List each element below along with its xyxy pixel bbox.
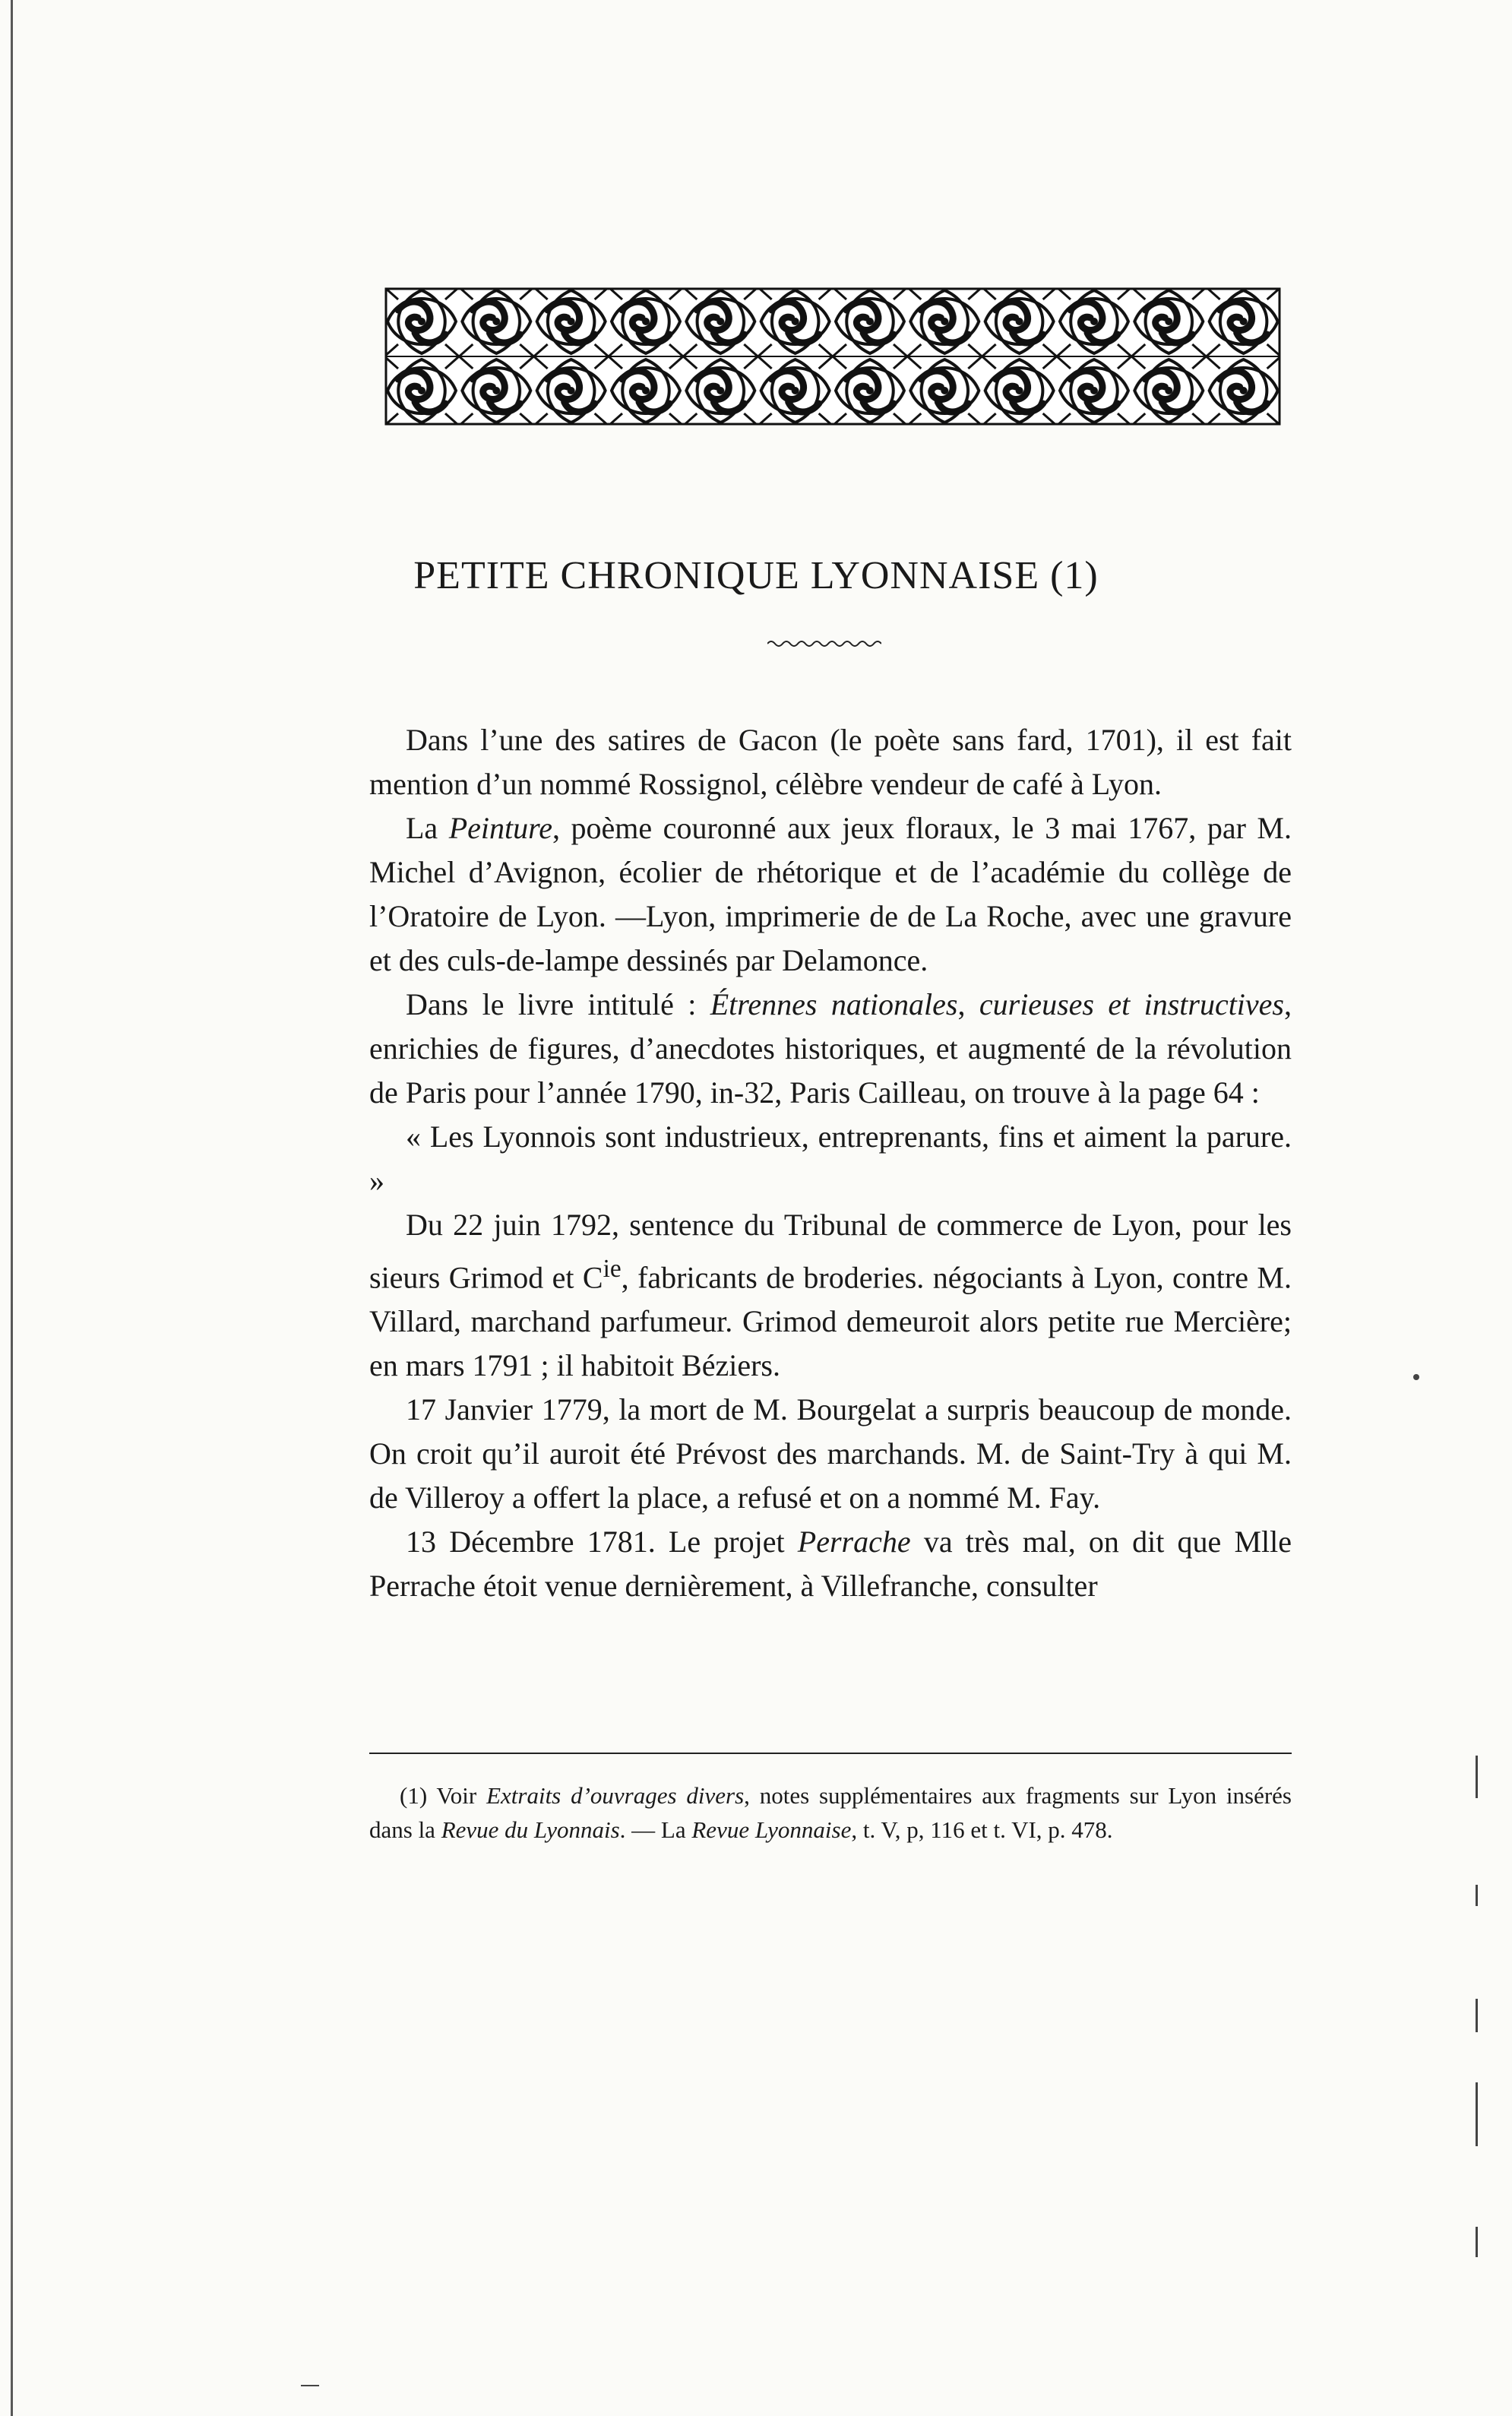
margin-mark: [1476, 2082, 1478, 2146]
margin-mark: [1413, 1374, 1419, 1380]
page-title: PETITE CHRONIQUE LYONNAISE (1): [413, 554, 1099, 597]
body-text: [369, 718, 1292, 1608]
paragraph: Dans le livre intitulé : Étrennes nationales, curieuses et instructives, enrichies de figures, d’anecdotes historiques, et augmenté de la révolution de Paris pour l’année 1790, in-32, Paris Cailleau, on trouve à la page 64 :: [369, 987, 1292, 1110]
paragraph: 13 Décembre 1781. Le projet Perrache va très mal, on dit que Mlle Perrache étoit venue dernièrement, à Villefranche, consulter: [369, 1525, 1292, 1604]
margin-mark: [1476, 1756, 1478, 1798]
paragraph: « Les Lyonnois sont industrieux, entreprenants, fins et aiment la parure. »: [369, 1119, 1292, 1198]
margin-mark: [1476, 1885, 1478, 1906]
title-wavy-rule: [767, 638, 881, 649]
footnote-text: (1) Voir Extraits d’ouvrages divers, notes supplémentaires aux fragments sur Lyon insérés dans la Revue du Lyonnais. — La Revue Lyonnaise, t. V, p, 116 et t. VI, p. 478.: [369, 1782, 1292, 1843]
footnote-separator: [369, 1753, 1292, 1754]
ornamental-headpiece: [384, 287, 1281, 426]
margin-mark: [1476, 2227, 1478, 2257]
page-binding-edge: [11, 0, 13, 2416]
paragraph: Du 22 juin 1792, sentence du Tribunal de commerce de Lyon, pour les sieurs Grimod et $C^{ie}$, fabricants de broderies. négociants à Lyon, contre M. Villard, marchand parfumeur. Grimod demeuroit alors petite rue Mercière; en mars 1791 ; il habitoit Béziers.: [369, 1208, 1292, 1383]
paragraph: Dans l’une des satires de Gacon (le poète sans fard, 1701), il est fait mention d’un nommé Rossignol, célèbre vendeur de café à Lyon.: [369, 723, 1292, 801]
paragraph: 17 Janvier 1779, la mort de M. Bourgelat a surpris beaucoup de monde. On croit qu’il auroit été Prévost des marchands. M. de Saint-Try à qui M. de Villeroy a offert la place, a refusé et on a nommé M. Fay.: [369, 1392, 1292, 1515]
margin-mark: [1476, 1999, 1478, 2032]
paragraph: La Peinture, poème couronné aux jeux floraux, le 3 mai 1767, par M. Michel d’Avignon, écolier de rhétorique et de l’académie du collège de l’Oratoire de Lyon. —Lyon, imprimerie de de La Roche, avec une gravure et des culs-de-lampe dessinés par Delamonce.: [369, 811, 1292, 977]
footnote: [369, 1778, 1292, 1847]
margin-mark: [301, 2385, 319, 2386]
